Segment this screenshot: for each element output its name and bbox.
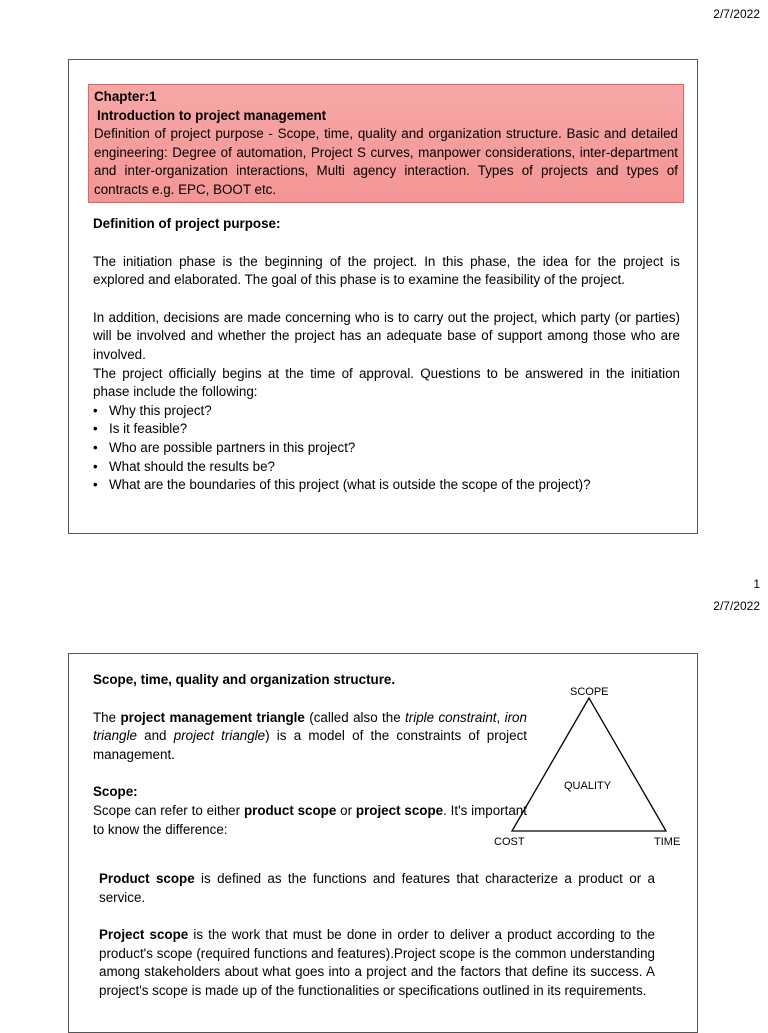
scope-heading: Scope: — [93, 784, 138, 800]
triangle-label-quality: QUALITY — [564, 780, 612, 792]
slide-2 — [68, 653, 698, 1033]
page2-date: 2/7/2022 — [713, 599, 760, 613]
list-item: • What are the boundaries of this project (what is outside the scope of the project)? — [93, 476, 680, 495]
paragraph-project-scope: Project scope is the work that must be done in order to deliver a product according to the product's scope (required functions and features).Project scope is the common understanding among stakeholders about what goes into a project and the factors that define its success. A project's scope is made up of the functionalities or specifications outlined in its requirements. — [99, 927, 655, 998]
page1-date: 2/7/2022 — [713, 7, 760, 21]
paragraph-approval: The project officially begins at the time of approval. Questions to be answered in the initiation phase include the following: — [93, 365, 680, 400]
section-heading: Scope, time, quality and organization structure. — [93, 672, 396, 687]
page-number: 1 — [753, 577, 760, 591]
chapter-title: Introduction to project management — [97, 107, 327, 123]
section-heading: Definition of project purpose: — [93, 216, 281, 231]
list-item: • Who are possible partners in this project? — [93, 439, 680, 458]
chapter-description: Definition of project purpose - Scope, time, quality and organization structure. Basic and detailed engineering: Degree of automation, Project S curves, manpower considerations, inter-department and inter-organization interactions, Multi agency interaction. Types of projects and types of contracts e.g. EPC, BOOT etc. — [94, 126, 678, 197]
paragraph-scope: Scope can refer to either product scope or project scope. It's important to know the difference: — [93, 802, 527, 837]
slide-2-intro — [93, 671, 527, 839]
triangle-label-scope: SCOPE — [570, 686, 609, 698]
triangle-label-time: TIME — [654, 836, 681, 848]
slide-1 — [68, 59, 698, 534]
paragraph-triangle: The project management triangle (called also the triple constraint, iron triangle and project triangle) is a model of the constraints of project management. — [93, 709, 527, 762]
slide-1-body — [93, 215, 680, 495]
project-triangle-diagram — [489, 666, 689, 848]
chapter-label: Chapter:1 — [94, 89, 157, 104]
slide-2-definitions — [99, 870, 655, 1001]
list-item: • What should the results be? — [93, 458, 680, 477]
paragraph-decisions: In addition, decisions are made concerning who is to carry out the project, which party (or parties) will be involved and whether the project has an adequate base of support among those who are involved. — [93, 309, 680, 362]
paragraph-product-scope: Product scope is defined as the functions and features that characterize a product or a service. — [99, 871, 655, 905]
question-list — [93, 402, 680, 495]
list-item: • Why this project? — [93, 402, 680, 421]
chapter-summary-box — [88, 84, 684, 203]
triangle-label-cost: COST — [494, 836, 525, 848]
list-item: • Is it feasible? — [93, 420, 680, 439]
paragraph-initiation: The initiation phase is the beginning of the project. In this phase, the idea for the project is explored and elaborated. The goal of this phase is to examine the feasibility of the project. — [93, 253, 680, 288]
